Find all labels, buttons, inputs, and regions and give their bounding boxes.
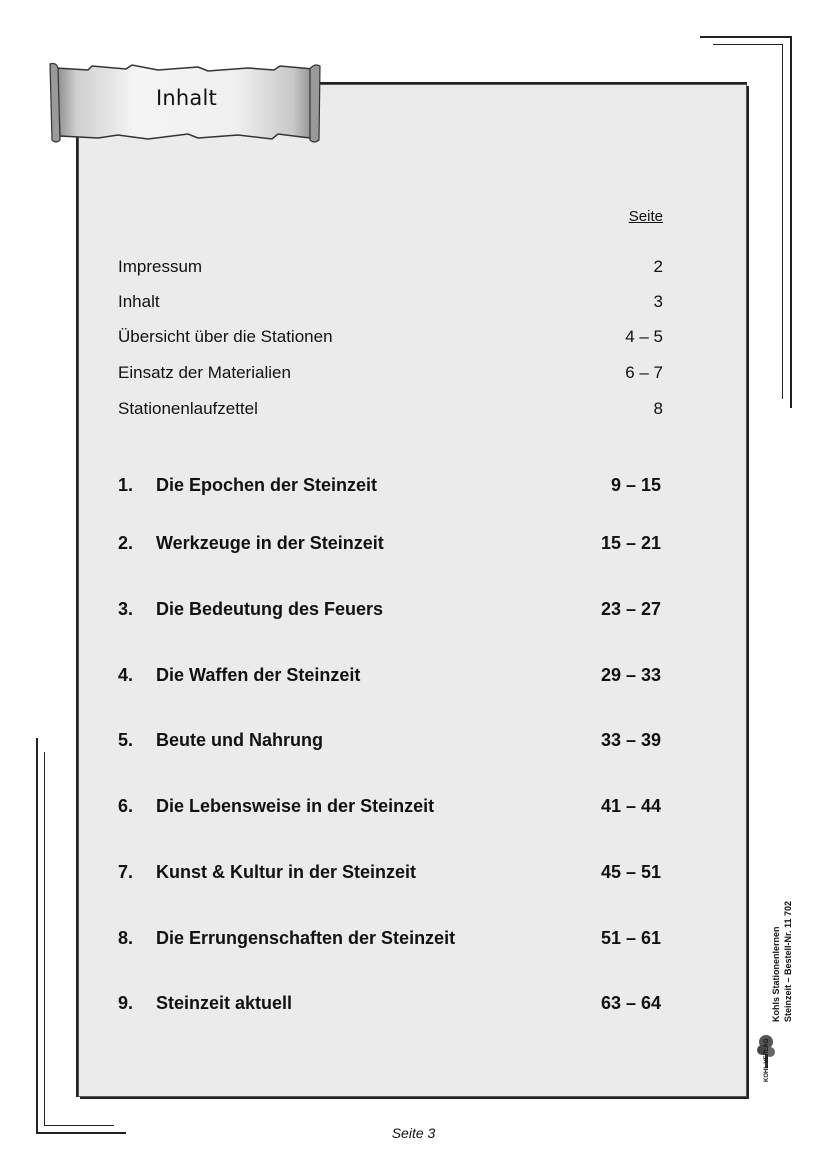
chapter-pages: 63 – 64 <box>600 993 661 1013</box>
series-name: Kohls Stationenlernen <box>771 926 781 1022</box>
chapter-number: 3. <box>118 599 134 619</box>
toc-row <box>118 257 663 279</box>
page-column-header: Seite <box>628 208 663 225</box>
chapter-row <box>118 862 663 884</box>
chapter-title: Die Epochen der Steinzeit <box>156 475 378 495</box>
frame-line-left-2 <box>44 752 45 1126</box>
chapter-pages: 51 – 61 <box>600 928 661 948</box>
chapter-pages: 29 – 33 <box>600 665 661 685</box>
toc-label: Stationenlaufzettel <box>118 399 258 418</box>
chapter-title: Kunst & Kultur in der Steinzeit <box>156 862 417 882</box>
chapter-number: 1. <box>118 475 134 495</box>
chapter-number: 9. <box>118 993 134 1013</box>
chapter-title: Beute und Nahrung <box>156 730 323 750</box>
chapter-pages: 9 – 15 <box>610 475 661 495</box>
toc-label: Impressum <box>118 257 203 276</box>
chapter-row <box>118 599 663 621</box>
toc-row <box>118 363 663 385</box>
chapter-row <box>118 796 663 818</box>
toc-label: Einsatz der Materialien <box>118 363 291 382</box>
toc-pages: 6 – 7 <box>625 363 663 382</box>
chapter-pages: 23 – 27 <box>600 599 661 619</box>
chapter-row <box>118 730 663 752</box>
order-number: Steinzeit – Bestell-Nr. 11 702 <box>783 900 793 1022</box>
toc-pages: 2 <box>653 257 663 276</box>
chapter-number: 2. <box>118 533 134 553</box>
frame-line-right-1 <box>790 36 792 408</box>
frame-line-top-right-2 <box>713 44 783 45</box>
frame-line-left-1 <box>36 738 38 1134</box>
toc-pages: 8 <box>653 399 663 418</box>
chapter-title: Steinzeit aktuell <box>156 993 293 1013</box>
publisher-logo <box>756 1030 796 1088</box>
toc-row <box>118 327 663 349</box>
chapter-number: 5. <box>118 730 134 750</box>
chapter-title: Werkzeuge in der Steinzeit <box>156 533 384 553</box>
toc-label: Übersicht über die Stationen <box>118 327 333 346</box>
toc-pages: 4 – 5 <box>625 327 663 346</box>
chapter-row <box>118 665 663 687</box>
page-footer: Seite 3 <box>391 1125 436 1141</box>
toc-row <box>118 399 663 421</box>
page-title: Inhalt <box>156 86 217 110</box>
chapter-row <box>118 993 663 1015</box>
chapter-title: Die Errungenschaften der Steinzeit <box>156 928 456 948</box>
chapter-pages: 45 – 51 <box>600 862 661 882</box>
chapter-pages: 41 – 44 <box>600 796 661 816</box>
chapter-title: Die Waffen der Steinzeit <box>156 665 361 685</box>
publisher-side-label <box>770 862 800 1022</box>
chapter-row <box>118 533 663 555</box>
chapter-title: Die Lebensweise in der Steinzeit <box>156 796 435 816</box>
toc-row <box>118 292 663 314</box>
chapter-pages: 33 – 39 <box>600 730 661 750</box>
logo-text: KOHL VERLAG <box>764 1038 770 1082</box>
chapter-row <box>118 475 663 497</box>
chapter-number: 7. <box>118 862 134 882</box>
chapter-pages: 15 – 21 <box>600 533 661 553</box>
chapter-number: 4. <box>118 665 134 685</box>
toc-label: Inhalt <box>118 292 160 311</box>
chapter-title: Die Bedeutung des Feuers <box>156 599 384 619</box>
chapter-number: 6. <box>118 796 134 816</box>
frame-line-top-right-1 <box>700 36 792 38</box>
chapter-number: 8. <box>118 928 134 948</box>
chapter-row <box>118 928 663 950</box>
frame-line-right-2 <box>782 44 783 399</box>
tree-logo-icon <box>756 1030 796 1088</box>
title-scroll-banner <box>48 60 322 146</box>
toc-pages: 3 <box>653 292 663 311</box>
